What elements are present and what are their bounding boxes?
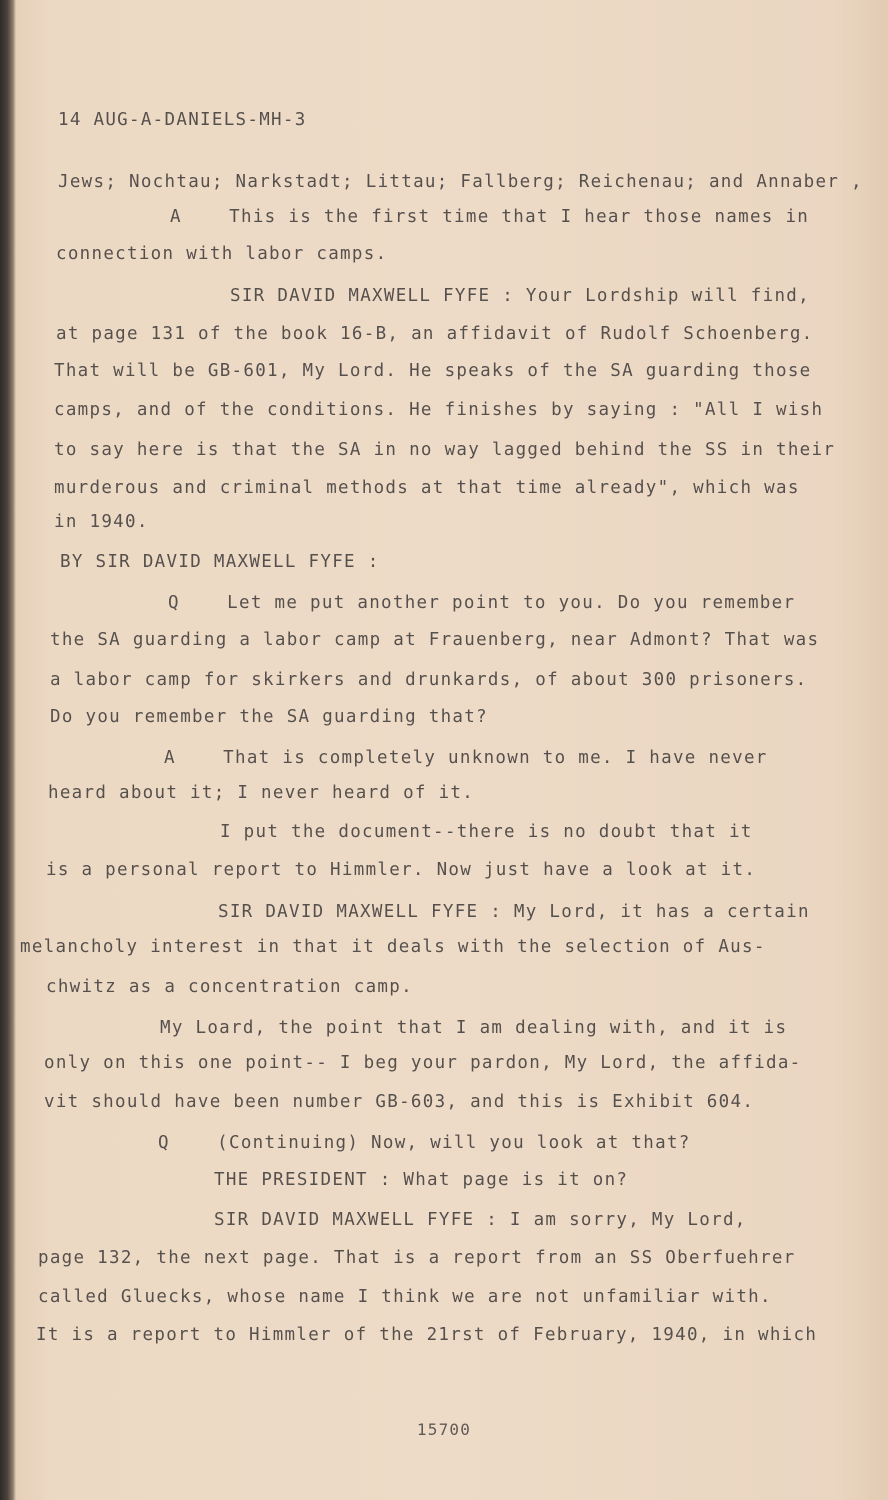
text-line: heard about it; I never heard of it. <box>48 783 475 803</box>
text-line: called Gluecks, whose name I think we are not unfamiliar with. <box>38 1287 772 1307</box>
text-line: SIR DAVID MAXWELL FYFE : Your Lordship will find, <box>230 286 810 306</box>
text-line: My Loard, the point that I am dealing with, and it is <box>160 1018 788 1038</box>
text-line: Do you remember the SA guarding that? <box>50 707 488 727</box>
text-line: melancholy interest in that it deals with the selection of Aus- <box>20 937 766 957</box>
text-line: vit should have been number GB-603, and this is Exhibit 604. <box>44 1092 755 1112</box>
text-line: SIR DAVID MAXWELL FYFE : My Lord, it has a certain <box>218 902 810 922</box>
text-line: the SA guarding a labor camp at Frauenberg, near Admont? That was <box>50 630 820 650</box>
text-line: murderous and criminal methods at that time already", which was <box>54 478 800 498</box>
text-line: is a personal report to Himmler. Now just have a look at it. <box>46 860 757 880</box>
text-line: chwitz as a concentration camp. <box>46 977 413 997</box>
text-line: camps, and of the conditions. He finishes by saying : "All I wish <box>54 400 824 420</box>
text-line: A That is completely unknown to me. I have never <box>164 748 768 768</box>
binding-edge <box>0 0 16 1500</box>
text-line: connection with labor camps. <box>56 244 388 264</box>
text-line: It is a report to Himmler of the 21rst of February, 1940, in which <box>36 1325 818 1345</box>
page-header: 14 AUG-A-DANIELS-MH-3 <box>58 110 307 130</box>
text-line: That will be GB-601, My Lord. He speaks of the SA guarding those <box>54 361 812 381</box>
text-line: in 1940. <box>54 512 149 532</box>
text-line: Q Let me put another point to you. Do you remember <box>168 593 796 613</box>
page-number: 15700 <box>416 1420 472 1439</box>
text-line: SIR DAVID MAXWELL FYFE : I am sorry, My Lord, <box>214 1210 747 1230</box>
text-line: only on this one point-- I beg your pardon, My Lord, the affida- <box>44 1053 802 1073</box>
text-line: Jews; Nochtau; Narkstadt; Littau; Fallberg; Reichenau; and Annaber , <box>58 172 863 192</box>
section-heading: BY SIR DAVID MAXWELL FYFE : <box>60 552 380 572</box>
text-line: Q (Continuing) Now, will you look at that? <box>158 1133 691 1153</box>
text-line: I put the document--there is no doubt that it <box>220 822 753 842</box>
text-line: THE PRESIDENT : What page is it on? <box>214 1170 629 1190</box>
text-line: page 132, the next page. That is a report from an SS Oberfuehrer <box>38 1248 796 1268</box>
text-line: at page 131 of the book 16-B, an affidavit of Rudolf Schoenberg. <box>56 324 814 344</box>
text-line: to say here is that the SA in no way lagged behind the SS in their <box>54 440 836 460</box>
text-line: a labor camp for skirkers and drunkards, of about 300 prisoners. <box>50 670 808 690</box>
text-line: A This is the first time that I hear those names in <box>170 207 810 227</box>
